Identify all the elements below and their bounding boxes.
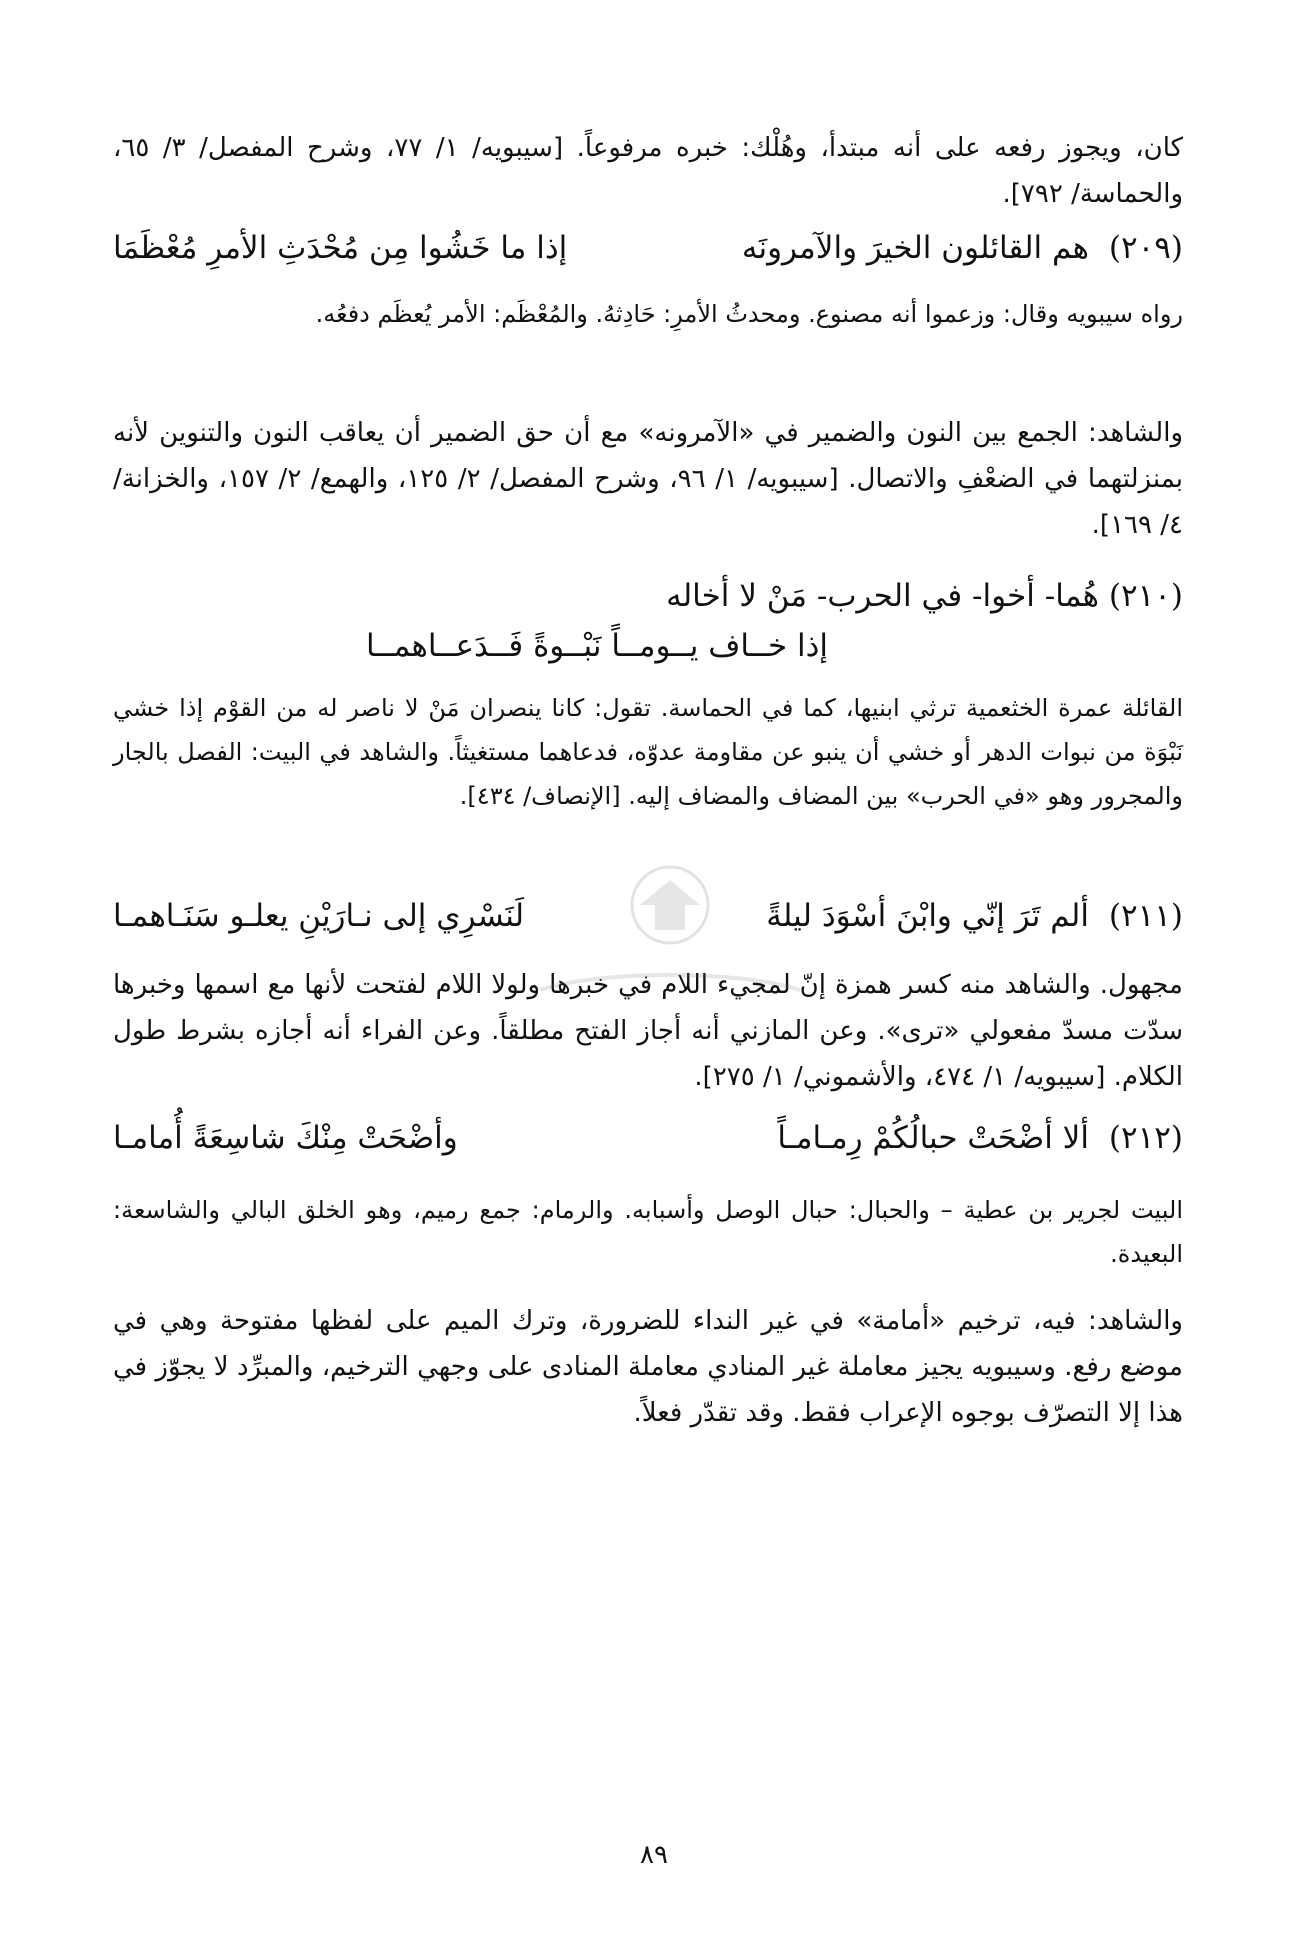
- verse-209-note: رواه سيبويه وقال: وزعموا أنه مصنوع. ومحدثُ الأمرِ: حَادِثهُ. والمُعْظَم: الأمر يُعظَم دفعُه.: [315, 300, 1183, 328]
- verse-hemistich-1: ألا أضْحَتْ حبالُكُمْ رِمـامـاً: [777, 1120, 1089, 1156]
- verse-hemistich-1: هم القائلون الخيرَ والآمرونَه: [741, 230, 1089, 266]
- verse-212-shahid: والشاهد: فيه، ترخيم «أمامة» في غير النداء للضرورة، وترك الميم على لفظها مفتوحة وهي في موضع رفع. وسيبويه يجيز معاملة غير المنادي معاملة المنادى على وجهي الترخيم، والمبرِّد لا يجوّز في هذا إلا التصرّف بوجوه الإعراب فقط. وقد تقدّر فعلاً.: [113, 1306, 1183, 1428]
- verse-209: [113, 222, 1183, 274]
- verse-210-line-1: [113, 570, 1183, 622]
- verse-212-note: البيت لجرير بن عطية – والحبال: حبال الوصل وأسبابه. والرمام: جمع رميم، وهو الخلق البالي والشاسعة: البعيدة.: [113, 1196, 1183, 1268]
- verse-hemistich-2: لَنَسْرِي إلى نـارَيْنِ يعلـو سَنَـاهمـا: [113, 898, 525, 934]
- verse-number: (٢١١): [1108, 898, 1183, 934]
- verse-number: (٢١٢): [1108, 1120, 1183, 1156]
- verse-211-note: مجهول. والشاهد منه كسر همزة إنّ لمجيء اللام في خبرها ولولا اللام لفتحت لأنها مع اسمها وخبرها سدّت مسدّ مفعولي «ترى». وعن المازني أنه أجاز الفتح مطلقاً. وعن الفراء أنه أجازه بشرط طول الكلام. [سيبويه/ ١/ ٤٧٤، والأشموني/ ١/ ٢٧٥].: [113, 970, 1183, 1092]
- verse-hemistich-1: ألم تَرَ إنّي وابْنَ أسْوَدَ ليلةً: [766, 898, 1089, 934]
- verse-hemistich-2: وأضْحَتْ مِنْكَ شاسِعَةً أُمامـا: [113, 1120, 458, 1156]
- verse-210-note: القائلة عمرة الخثعمية ترثي ابنيها، كما في الحماسة. تقول: كانا ينصران مَنْ لا ناصر له من القوْم إذا خشي نَبْوَة من نبوات الدهر أو خشي أن ينبو عن مقاومة عدوّه، فدعاهما مستغيثاً. والشاهد في البيت: الفصل بالجار والمجرور وهو «في الحرب» بين المضاف والمضاف إليه. [الإنصاف/ ٤٣٤].: [113, 694, 1183, 810]
- paragraph-continuation: كان، ويجوز رفعه على أنه مبتدأ، وهُلْك: خبره مرفوعاً. [سيبويه/ ١/ ٧٧، وشرح المفصل/ ٣/ ٦٥، والحماسة/ ٧٩٢].: [113, 133, 1184, 209]
- verse-212: [113, 1112, 1183, 1164]
- verse-210-line-2: إذا خــاف يــومــاً نَبْــوةً فَــدَعــاهمــا: [365, 628, 828, 664]
- verse-209-shahid: والشاهد: الجمع بين النون والضمير في «الآمرونه» مع أن حق الضمير أن يعاقب النون والتنوين لأنه بمنزلتهما في الضعْفِ والاتصال. [سيبويه/ ١/ ٩٦، وشرح المفصل/ ٢/ ١٢٥، والهمع/ ٢/ ١٥٧، والخزانة/ ٤/ ١٦٩].: [113, 418, 1184, 540]
- verse-number: (٢٠٩): [1108, 230, 1183, 266]
- verse-hemistich-2: إذا ما خَشُوا مِن مُحْدَثِ الأمرِ مُعْظَمَا: [113, 230, 568, 266]
- verse-number: (٢١٠): [1108, 578, 1183, 614]
- page-number: ٨٩: [640, 1840, 668, 1870]
- watermark-seal-icon: [520, 860, 820, 1060]
- verse-line-text: هُما- أخوا- في الحرب- مَنْ لا أخاله: [666, 578, 1099, 614]
